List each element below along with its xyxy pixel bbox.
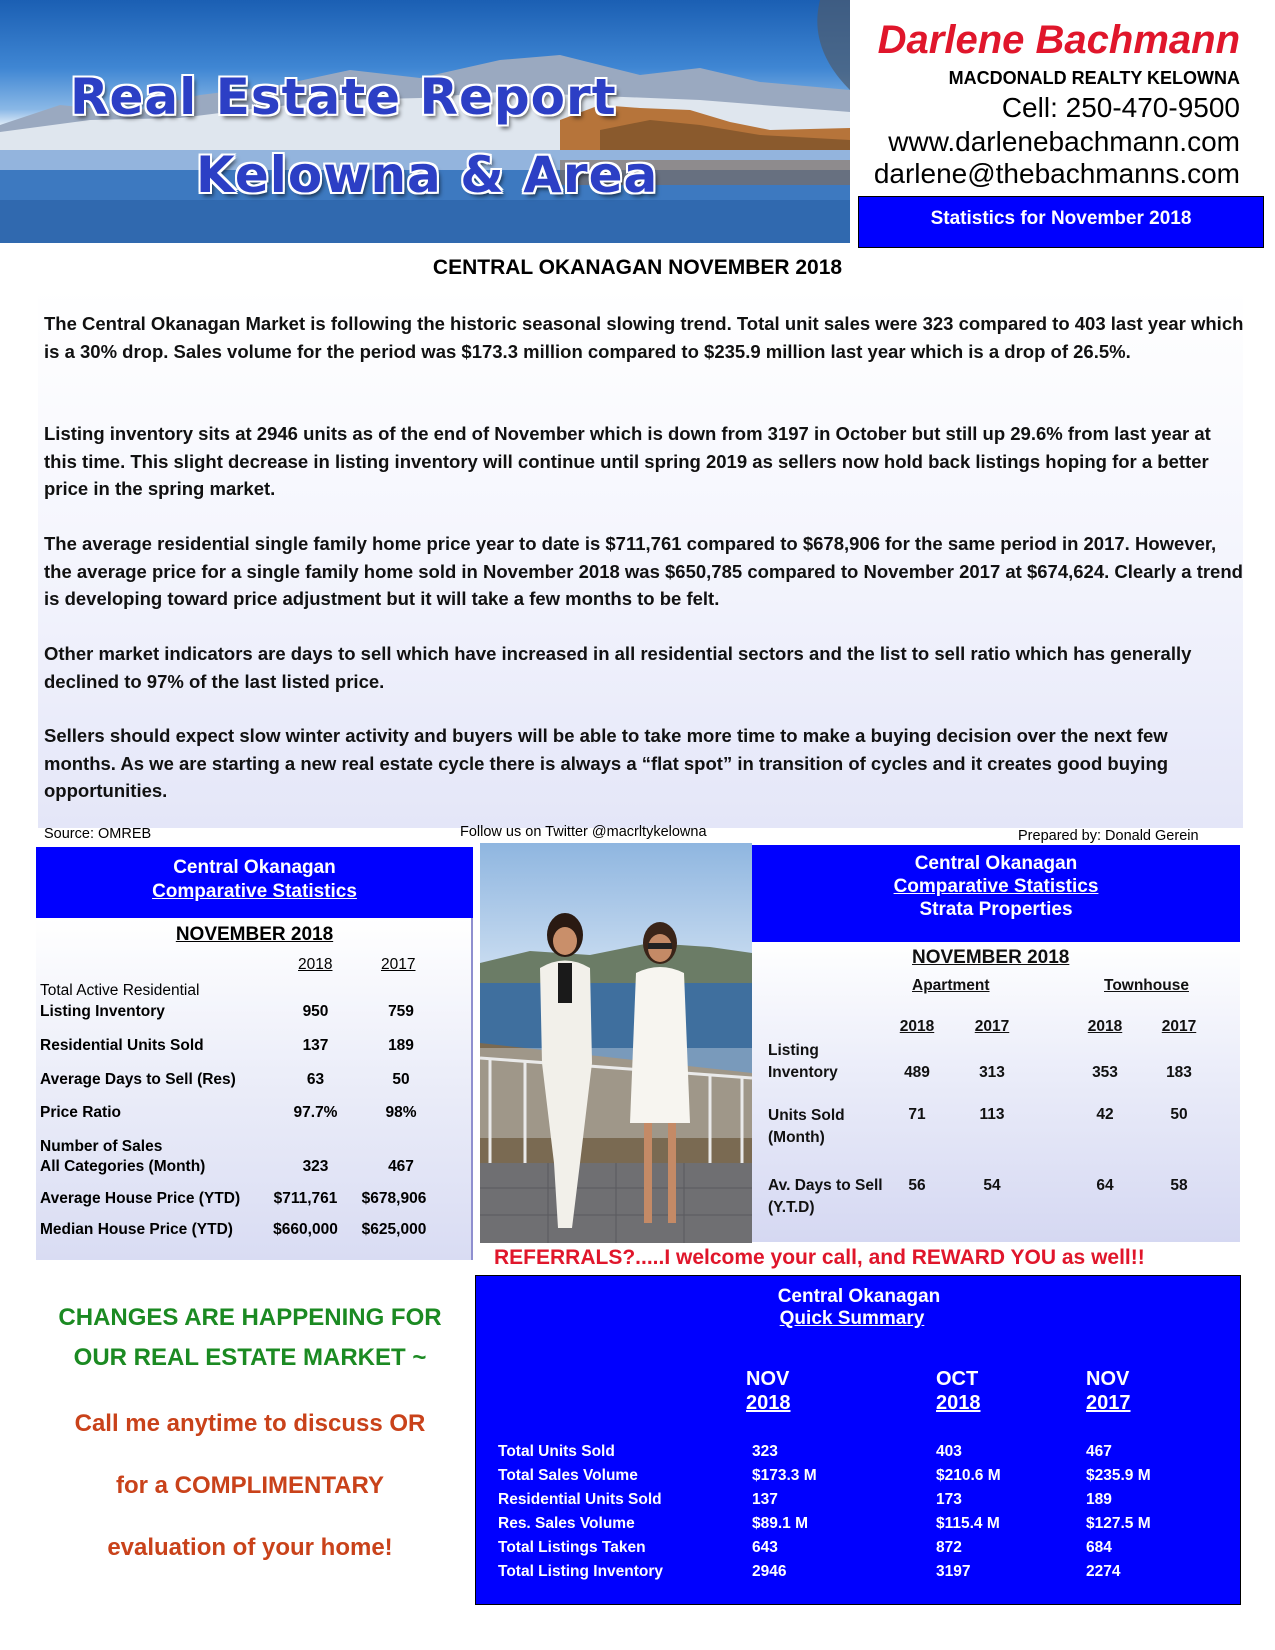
table-row-label: Total Listings Taken <box>498 1539 646 1556</box>
table-cell: 950 <box>302 1003 329 1020</box>
table-row-label: Median House Price (YTD) <box>40 1221 233 1238</box>
table-row-label: Average Days to Sell (Res) <box>40 1071 236 1088</box>
table-cell: 98% <box>385 1104 417 1121</box>
table-cell: 759 <box>388 1003 414 1020</box>
table-cell: 467 <box>1086 1443 1112 1460</box>
table-cell: 353 <box>1092 1064 1118 1081</box>
table-cell: 684 <box>1086 1539 1112 1556</box>
strata-stats-title: Central Okanagan <box>914 853 1078 874</box>
left-stats-subtitle: Comparative Statistics <box>152 881 357 902</box>
paragraph-market-indicators: Other market indicators are days to sell which have increased in all residential sectors and the list to sell ratio which has generally declined to 97% of the last listed price. <box>44 643 1192 692</box>
promo-line-call: Call me anytime to discuss OR <box>74 1410 426 1437</box>
strata-stats-table <box>752 942 1240 1242</box>
quick-summary-title: Central Okanagan <box>777 1286 941 1307</box>
table-cell: $210.6 M <box>936 1467 1001 1484</box>
website-link[interactable]: www.darlenebachmann.com <box>888 126 1240 157</box>
strata-stats-period: NOVEMBER 2018 <box>912 947 1070 968</box>
table-cell: 323 <box>752 1443 778 1460</box>
table-cell: 173 <box>936 1491 962 1508</box>
strata-col-year: 2018 <box>899 1018 935 1035</box>
table-row-label: Inventory <box>768 1064 838 1081</box>
table-cell: 50 <box>1170 1106 1188 1123</box>
summary-col-year: 2017 <box>1086 1392 1131 1414</box>
table-cell: 56 <box>908 1177 926 1194</box>
table-cell: $625,000 <box>361 1221 427 1238</box>
left-col-2017: 2017 <box>381 956 416 973</box>
table-row-label: Total Sales Volume <box>498 1467 638 1484</box>
total-active-label: Total Active Residential <box>40 982 200 999</box>
table-cell: 64 <box>1096 1177 1114 1194</box>
table-cell: 403 <box>936 1443 962 1460</box>
table-row-label: Price Ratio <box>40 1104 121 1121</box>
left-stats-title: Central Okanagan <box>173 857 336 878</box>
table-cell: 643 <box>752 1539 778 1556</box>
table-cell: 58 <box>1170 1177 1188 1194</box>
apartment-header: Apartment <box>912 977 990 994</box>
townhouse-header: Townhouse <box>1104 977 1189 994</box>
table-cell: 54 <box>983 1177 1001 1194</box>
table-cell: $127.5 M <box>1086 1515 1151 1532</box>
table-row-label: Listing <box>768 1042 819 1059</box>
table-cell: 3197 <box>936 1563 971 1580</box>
table-cell: $235.9 M <box>1086 1467 1151 1484</box>
table-cell: 189 <box>1086 1491 1112 1508</box>
quick-summary-panel <box>475 1275 1241 1605</box>
table-row-label: Av. Days to Sell <box>768 1177 883 1194</box>
banner-title-line1: Real Estate Report <box>70 68 617 126</box>
table-row-label: Listing Inventory <box>40 1003 165 1020</box>
table-row-label: Residential Units Sold <box>40 1037 204 1054</box>
summary-col-month: OCT <box>936 1368 979 1390</box>
promo-line-evaluation: evaluation of your home! <box>107 1534 393 1561</box>
table-cell: 313 <box>979 1064 1005 1081</box>
table-cell: $89.1 M <box>752 1515 809 1532</box>
strata-col-year: 2018 <box>1087 1018 1123 1035</box>
source-note: Source: OMREB <box>44 826 152 842</box>
report-heading: CENTRAL OKANAGAN NOVEMBER 2018 <box>432 256 843 279</box>
table-cell: 137 <box>302 1037 329 1054</box>
summary-col-year: 2018 <box>936 1392 981 1414</box>
strata-stats-header <box>752 845 1240 942</box>
promo-line-complimentary: for a COMPLIMENTARY <box>116 1472 384 1499</box>
table-row-label: Total Listing Inventory <box>498 1563 664 1580</box>
table-cell: $660,000 <box>273 1221 338 1238</box>
prepared-by-note: Prepared by: Donald Gerein <box>1018 828 1199 844</box>
cell-phone[interactable]: Cell: 250-470-9500 <box>1001 92 1240 123</box>
table-cell: 63 <box>306 1071 325 1088</box>
brokerage-name: MACDONALD REALTY KELOWNA <box>948 68 1240 88</box>
referrals-banner: REFERRALS?.....I welcome your call, and REWARD YOU as well!! <box>494 1246 1145 1269</box>
strata-stats-subtitle2: Strata Properties <box>919 899 1073 920</box>
summary-col-year: 2018 <box>746 1392 791 1414</box>
table-row-label: Res. Sales Volume <box>498 1515 635 1532</box>
table-cell: $678,906 <box>361 1190 427 1207</box>
promo-line-market: OUR REAL ESTATE MARKET ~ <box>73 1344 427 1371</box>
table-cell: $711,761 <box>273 1190 338 1207</box>
strata-col-year: 2017 <box>974 1018 1010 1035</box>
agents-photo <box>480 843 752 1243</box>
left-col-2018: 2018 <box>298 956 333 973</box>
table-cell: 183 <box>1166 1064 1192 1081</box>
banner-title-line2: Kelowna & Area <box>196 146 659 204</box>
table-row-label: (Y.T.D) <box>768 1199 815 1216</box>
left-stats-header <box>36 847 473 918</box>
strata-stats-subtitle: Comparative Statistics <box>893 876 1099 897</box>
left-stats-table <box>36 918 473 1260</box>
table-cell: $115.4 M <box>936 1515 1000 1532</box>
paragraph-sales-summary: The Central Okanagan Market is following the historic seasonal slowing trend. Total unit sales were 323 compared to 403 last year which is a 30% drop. Sales volume for the period was $173.3 million compared to $235.9 million last year which is a drop of 26.5%. <box>44 313 1244 362</box>
table-cell: 489 <box>904 1064 930 1081</box>
table-cell: 42 <box>1096 1106 1114 1123</box>
quick-summary-subtitle: Quick Summary <box>779 1308 925 1329</box>
left-stats-period: NOVEMBER 2018 <box>175 924 334 945</box>
table-cell: 467 <box>388 1158 414 1175</box>
table-cell: 872 <box>936 1539 962 1556</box>
paragraph-outlook: Sellers should expect slow winter activity and buyers will be able to take more time to make a buying decision over the next few months. As we are starting a new real estate cycle there is always a “flat spot” in transition of cycles and it creates good buying opportunities. <box>44 725 1169 801</box>
table-cell: 323 <box>302 1158 329 1175</box>
agent-name: Darlene Bachmann <box>877 18 1240 62</box>
header-banner-image <box>0 0 850 243</box>
table-row-label: (Month) <box>768 1129 825 1146</box>
paragraph-listing-inventory: Listing inventory sits at 2946 units as of the end of November which is down from 3197 in October but still up 29.6% from last year at this time. This slight decrease in listing inventory will continue until spring 2019 as sellers now hold back listings hoping for a better price in the spring market. <box>44 423 1211 499</box>
table-row-label: Residential Units Sold <box>498 1491 662 1508</box>
table-row-label: Total Units Sold <box>498 1443 615 1460</box>
table-row-label: Average House Price (YTD) <box>40 1190 241 1207</box>
table-cell: 97.7% <box>293 1104 338 1121</box>
photo-illustration <box>480 843 752 1243</box>
statistics-period-badge: Statistics for November 2018 <box>858 196 1264 248</box>
table-cell: $173.3 M <box>752 1467 817 1484</box>
table-cell: 2946 <box>752 1563 787 1580</box>
table-cell: 50 <box>392 1071 410 1088</box>
table-cell: 2274 <box>1086 1563 1121 1580</box>
number-of-sales-label: Number of Sales <box>40 1138 163 1155</box>
summary-col-month: NOV <box>746 1368 790 1390</box>
summary-col-month: NOV <box>1086 1368 1130 1390</box>
table-cell: 189 <box>388 1037 414 1054</box>
twitter-note[interactable]: Follow us on Twitter @macrltykelowna <box>460 824 707 840</box>
table-row-label: Units Sold <box>768 1107 845 1124</box>
email-link[interactable]: darlene@thebachmanns.com <box>873 158 1240 189</box>
paragraph-average-price: The average residential single family home price year to date is $711,761 compared to $678,906 for the same period in 2017. However, the average price for a single family home sold in November 2018 was $650,785 compared to November 2017 at $674,624. Clearly a trend is developing toward price adjustment but it will take a few months to be felt. <box>44 533 1243 609</box>
table-cell: 113 <box>979 1106 1005 1123</box>
table-cell: 71 <box>908 1106 926 1123</box>
strata-col-year: 2017 <box>1161 1018 1197 1035</box>
promo-line-changes: CHANGES ARE HAPPENING FOR <box>58 1304 442 1331</box>
table-row-label: All Categories (Month) <box>40 1158 206 1175</box>
table-cell: 137 <box>752 1491 778 1508</box>
